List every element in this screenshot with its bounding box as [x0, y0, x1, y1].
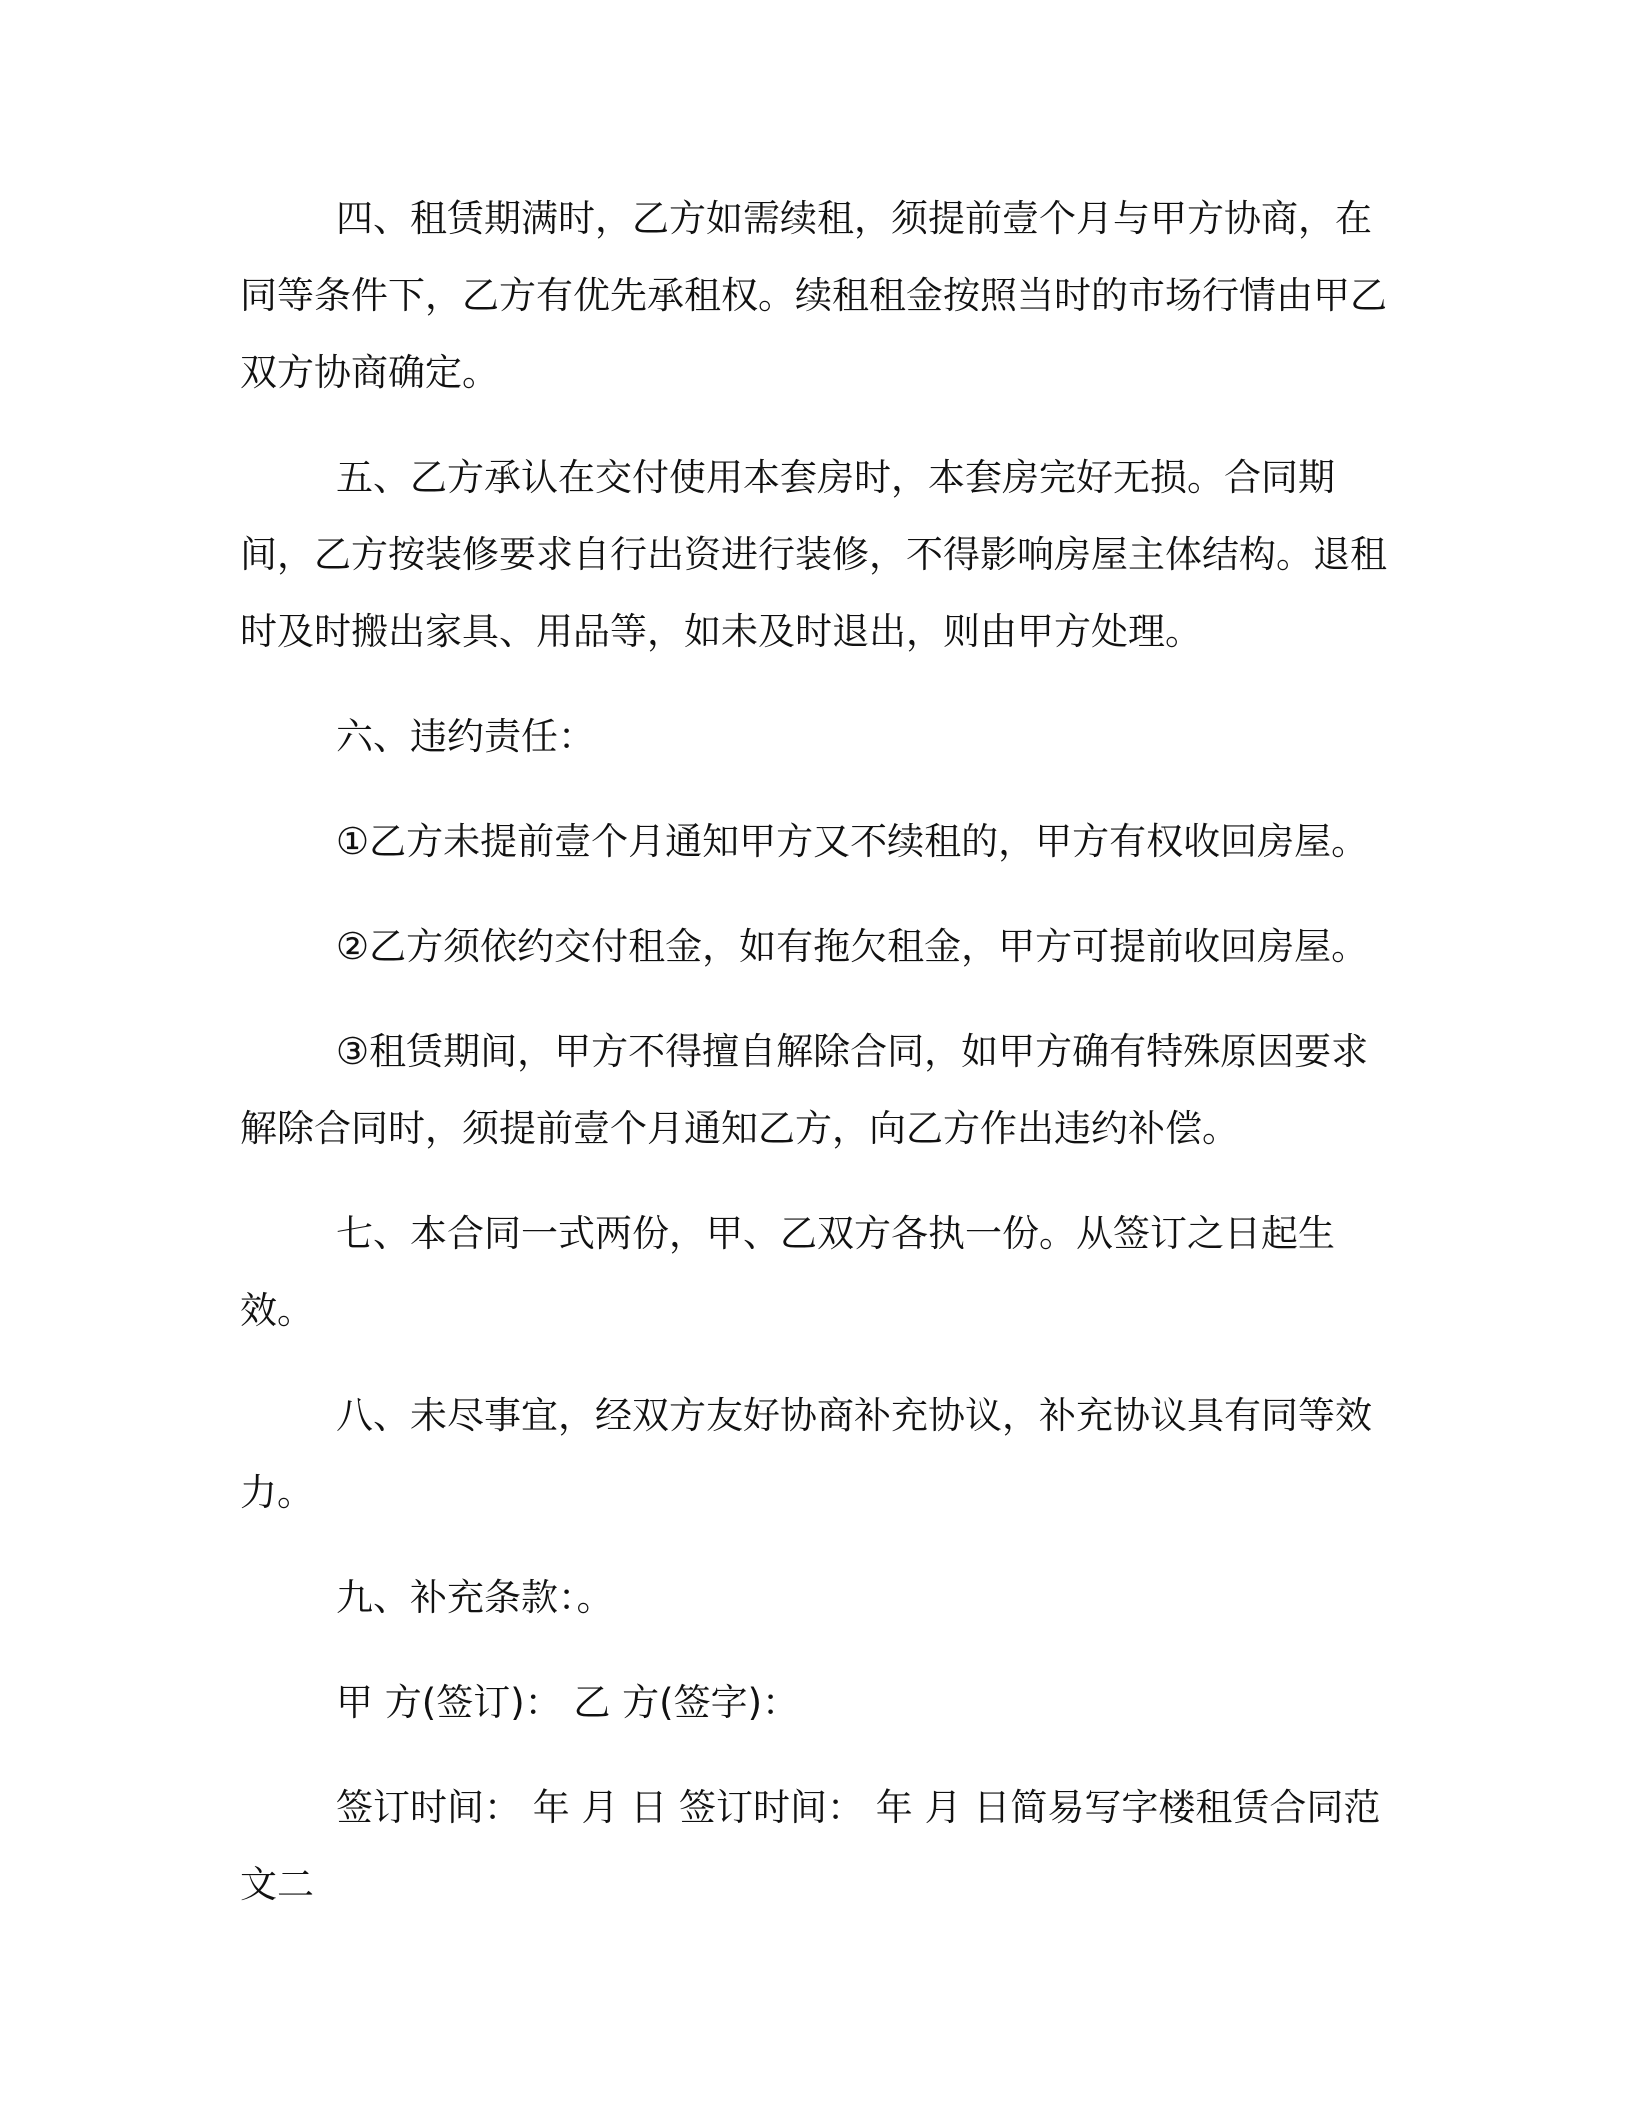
document-page: [240, 180, 1400, 1923]
signing-date-line: 签订时间： 年 月 日 签订时间： 年 月 日简易写字楼租赁合同范文二: [240, 1786, 1381, 1906]
clause-eight-paragraph: 八、未尽事宜，经双方友好协商补充协议，补充协议具有同等效力。: [240, 1394, 1372, 1514]
clause-six-heading: 六、违约责任：: [336, 715, 595, 758]
clause-seven-paragraph: 七、本合同一式两份，甲、乙双方各执一份。从签订之日起生效。: [240, 1212, 1335, 1332]
breach-item-2: ②乙方须依约交付租金，如有拖欠租金，甲方可提前收回房屋。: [336, 925, 1369, 968]
breach-item-3: ③租赁期间，甲方不得擅自解除合同，如甲方确有特殊原因要求解除合同时，须提前壹个月通知乙方，向乙方作出违约补偿。: [240, 1030, 1369, 1150]
signature-line: 甲 方(签订)： 乙 方(签字)：: [336, 1681, 800, 1724]
breach-item-1: ①乙方未提前壹个月通知甲方又不续租的，甲方有权收回房屋。: [336, 820, 1369, 863]
clause-four-paragraph: 四、租赁期满时，乙方如需续租，须提前壹个月与甲方协商，在同等条件下，乙方有优先承租权。续租租金按照当时的市场行情由甲乙双方协商确定。: [240, 197, 1387, 394]
clause-five-paragraph: 五、乙方承认在交付使用本套房时，本套房完好无损。合同期间，乙方按装修要求自行出资进行装修，不得影响房屋主体结构。退租时及时搬出家具、用品等，如未及时退出，则由甲方处理。: [240, 456, 1387, 653]
clause-nine-paragraph: 九、补充条款：。: [336, 1576, 614, 1619]
